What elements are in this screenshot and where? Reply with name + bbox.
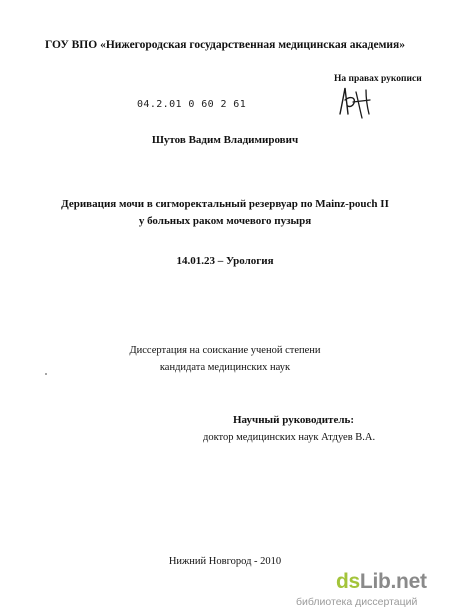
scan-speck xyxy=(45,373,47,375)
manuscript-rights-note: На правах рукописи xyxy=(334,74,422,84)
author-name: Шутов Вадим Владимирович xyxy=(151,134,299,146)
city-and-year: Нижний Новгород - 2010 xyxy=(168,556,282,567)
specialty-code: 14.01.23 – Урология xyxy=(176,255,274,267)
watermark-caption: библиотека диссертаций xyxy=(296,596,418,608)
watermark-logo-net: .net xyxy=(390,570,427,593)
watermark-logo-ds: ds xyxy=(336,570,360,593)
degree-purpose-line-2: кандидата медицинских наук xyxy=(159,362,291,373)
institution-name: ГОУ ВПО «Нижегородская государственная медицинская академия» xyxy=(44,39,406,51)
handwritten-signature xyxy=(336,84,376,120)
dslib-watermark-logo[interactable] xyxy=(336,571,427,592)
watermark-logo-lib: Lib xyxy=(359,570,391,593)
advisor-label: Научный руководитель: xyxy=(233,414,354,426)
advisor-name: доктор медицинских наук Атдуев В.А. xyxy=(203,432,376,443)
registry-stamp-number: 04.2.01 0 60 2 61 xyxy=(137,99,247,110)
degree-purpose-line-1: Диссертация на соискание ученой степени xyxy=(129,345,321,356)
dissertation-title-line-1: Деривация мочи в сигморектальный резервуар по Mainz-pouch II xyxy=(61,198,389,210)
dissertation-title-line-2: у больных раком мочевого пузыря xyxy=(138,215,312,227)
